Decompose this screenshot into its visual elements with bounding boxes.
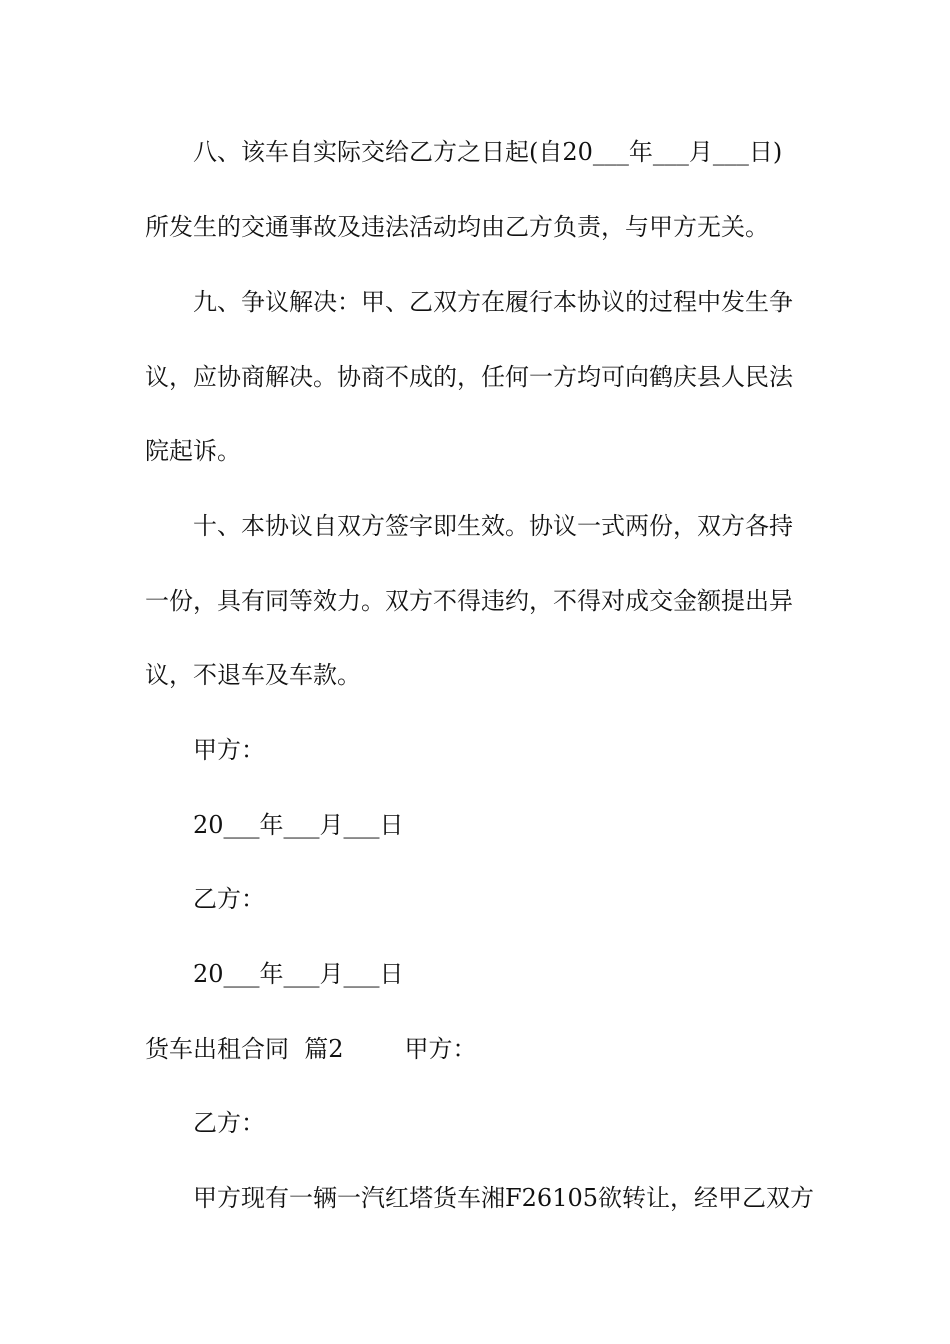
clause-9-line-2: 议，应协商解决。协商不成的，任何一方均可向鹤庆县人民法 bbox=[145, 363, 793, 391]
clause-10-line-1: 十、本协议自双方签字即生效。协议一式两份，双方各持 bbox=[193, 512, 793, 540]
clause-8-line-1: 八、该车自实际交给乙方之日起(自20___年___月___日) bbox=[193, 138, 783, 166]
clause-8-line-2: 所发生的交通事故及违法活动均由乙方负责，与甲方无关。 bbox=[145, 213, 769, 241]
party-a-label: 甲方： bbox=[193, 736, 265, 764]
clause-9-line-3: 院起诉。 bbox=[145, 437, 241, 465]
party-b-label: 乙方： bbox=[193, 885, 265, 913]
clause-10-line-3: 议，不退车及车款。 bbox=[145, 661, 361, 689]
contract-2-party-b: 乙方： bbox=[193, 1109, 265, 1137]
clause-10-line-2: 一份，具有同等效力。双方不得违约，不得对成交金额提出异 bbox=[145, 587, 793, 615]
contract-2-heading: 货车出租合同 篇2 甲方： bbox=[145, 1035, 477, 1063]
party-b-date: 20___年___月___日 bbox=[193, 960, 404, 988]
party-a-date: 20___年___月___日 bbox=[193, 811, 404, 839]
contract-2-intro: 甲方现有一辆一汽红塔货车湘F26105欲转让，经甲乙双方 bbox=[193, 1184, 814, 1212]
clause-9-line-1: 九、争议解决：甲、乙双方在履行本协议的过程中发生争 bbox=[193, 288, 793, 316]
